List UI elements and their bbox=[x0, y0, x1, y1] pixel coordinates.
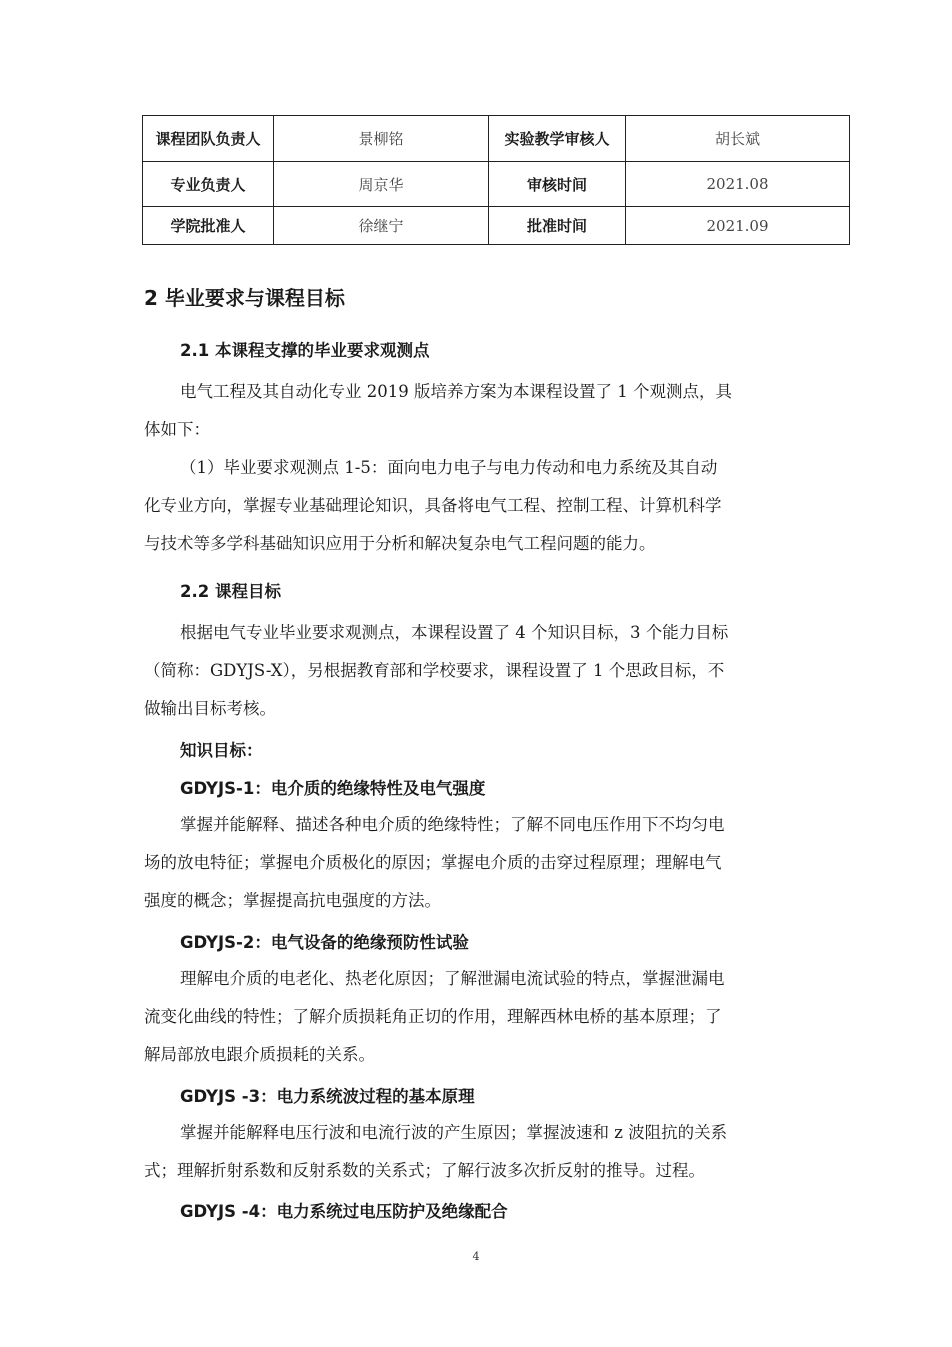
goal-text-1 bbox=[144, 806, 808, 920]
text-line: 掌握并能解释电压行波和电流行波的产生原因；掌握波速和 z 波阻抗的关系 bbox=[180, 1123, 728, 1142]
text-line: 电气工程及其自动化专业 2019 版培养方案为本课程设置了 1 个观测点，具 bbox=[180, 382, 732, 401]
text-line: 做输出目标考核。 bbox=[144, 699, 276, 718]
table-cell-label: 批准时间 bbox=[489, 207, 626, 245]
approval-table bbox=[142, 115, 850, 245]
goal-text-2 bbox=[144, 960, 808, 1074]
table-row bbox=[143, 162, 850, 207]
table-cell-value: 2021.08 bbox=[626, 162, 850, 207]
page-number: 4 bbox=[472, 1250, 480, 1263]
paragraph bbox=[144, 373, 808, 449]
text-line: 解局部放电跟介质损耗的关系。 bbox=[144, 1045, 375, 1064]
goal-title-3: GDYJS -3：电力系统波过程的基本原理 bbox=[180, 1087, 475, 1106]
paragraph bbox=[144, 449, 808, 563]
subsection-heading: 2.2 课程目标 bbox=[180, 582, 281, 601]
text-line: 式；理解折射系数和反射系数的关系式；了解行波多次折反射的推导。过程。 bbox=[144, 1161, 705, 1180]
section-heading: 2 毕业要求与课程目标 bbox=[144, 286, 345, 310]
text-line: 理解电介质的电老化、热老化原因；了解泄漏电流试验的特点，掌握泄漏电 bbox=[180, 969, 725, 988]
table-cell-label: 学院批准人 bbox=[143, 207, 274, 245]
table-row bbox=[143, 207, 850, 245]
table-cell-value: 周京华 bbox=[274, 162, 489, 207]
knowledge-heading: 知识目标： bbox=[180, 741, 263, 760]
text-line: 强度的概念；掌握提高抗电强度的方法。 bbox=[144, 891, 441, 910]
paragraph bbox=[144, 614, 808, 728]
table-cell-label: 课程团队负责人 bbox=[143, 116, 274, 162]
text-line: 场的放电特征；掌握电介质极化的原因；掌握电介质的击穿过程原理；理解电气 bbox=[144, 853, 722, 872]
text-line: 与技术等多学科基础知识应用于分析和解决复杂电气工程问题的能力。 bbox=[144, 534, 656, 553]
table-cell-label: 审核时间 bbox=[489, 162, 626, 207]
table-cell-value: 2021.09 bbox=[626, 207, 850, 245]
text-line: （1）毕业要求观测点 1-5：面向电力电子与电力传动和电力系统及其自动 bbox=[180, 458, 718, 477]
goal-title-1: GDYJS-1：电介质的绝缘特性及电气强度 bbox=[180, 779, 486, 798]
table-cell-label: 专业负责人 bbox=[143, 162, 274, 207]
goal-title-2: GDYJS-2：电气设备的绝缘预防性试验 bbox=[180, 933, 469, 952]
text-line: 体如下： bbox=[144, 420, 210, 439]
goal-text-3 bbox=[144, 1114, 808, 1190]
table-row bbox=[143, 116, 850, 162]
text-line: 流变化曲线的特性；了解介质损耗角正切的作用，理解西林电桥的基本原理；了 bbox=[144, 1007, 722, 1026]
text-line: 掌握并能解释、描述各种电介质的绝缘特性；了解不同电压作用下不均匀电 bbox=[180, 815, 725, 834]
table-cell-value: 徐继宁 bbox=[274, 207, 489, 245]
table-cell-label: 实验教学审核人 bbox=[489, 116, 626, 162]
text-line: （简称：GDYJS-X），另根据教育部和学校要求，课程设置了 1 个思政目标，不 bbox=[144, 661, 725, 680]
table-cell-value: 胡长斌 bbox=[626, 116, 850, 162]
text-line: 化专业方向，掌握专业基础理论知识，具备将电气工程、控制工程、计算机科学 bbox=[144, 496, 722, 515]
text-line: 根据电气专业毕业要求观测点，本课程设置了 4 个知识目标，3 个能力目标 bbox=[180, 623, 729, 642]
subsection-heading: 2.1 本课程支撑的毕业要求观测点 bbox=[180, 341, 430, 360]
goal-title-4: GDYJS -4：电力系统过电压防护及绝缘配合 bbox=[180, 1202, 508, 1221]
table-cell-value: 景柳铭 bbox=[274, 116, 489, 162]
